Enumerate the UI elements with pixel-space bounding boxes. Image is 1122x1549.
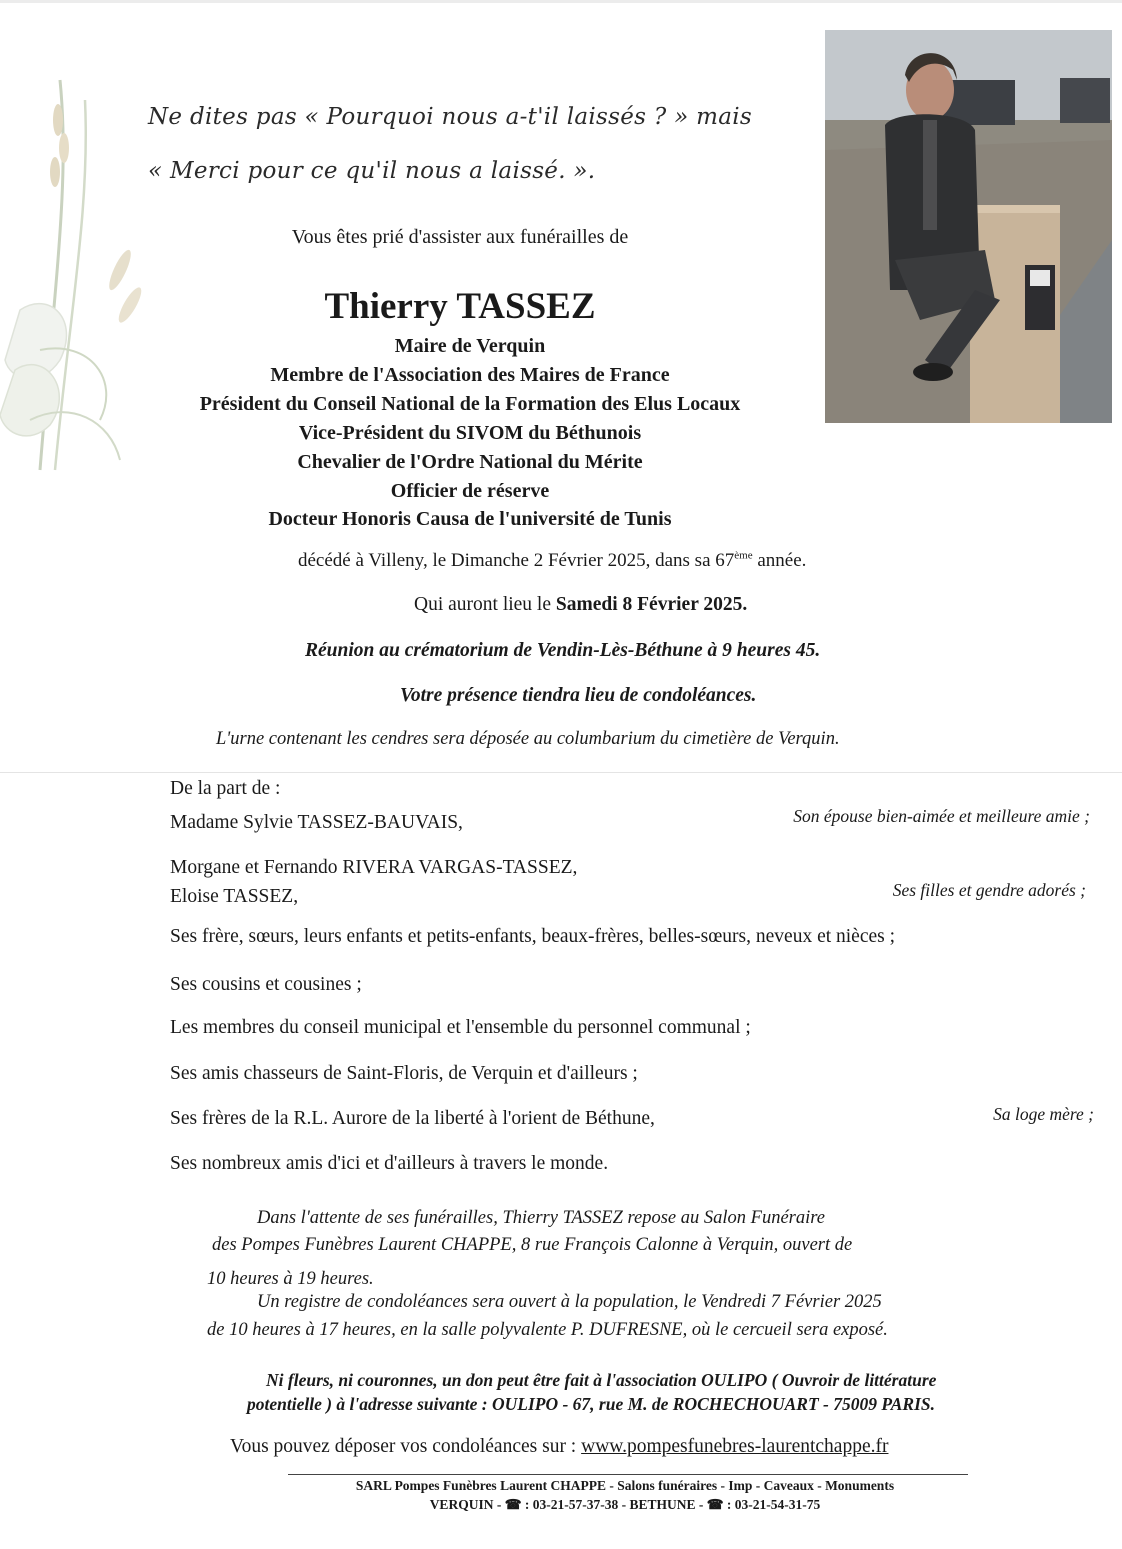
family-cousins: Ses cousins et cousines ; (170, 974, 362, 995)
family-siblings: Ses frère, sœurs, leurs enfants et petits-enfants, beaux-frères, belles-sœurs, neveux et nièces ; (170, 926, 896, 947)
family-spouse: Madame Sylvie TASSEZ-BAUVAIS, (170, 812, 463, 833)
lily-flower-icon (0, 60, 150, 480)
salon-line-1: Dans l'attente de ses funérailles, Thierry TASSEZ repose au Salon Funéraire (257, 1208, 825, 1228)
family-spouse-note: Son épouse bien-aimée et meilleure amie ; (793, 806, 1090, 826)
condolences-link[interactable]: www.pompesfunebres-laurentchappe.fr (581, 1436, 889, 1457)
title-line: Membre de l'Association des Maires de France (270, 364, 670, 386)
family-hunters: Ses amis chasseurs de Saint-Floris, de Verquin et d'ailleurs ; (170, 1063, 638, 1084)
presence-text: Votre présence tiendra lieu de condoléances. (400, 685, 757, 706)
registry-line-1: Un registre de condoléances sera ouvert à la population, le Vendredi 7 Février 2025 (257, 1292, 882, 1312)
footer-phones: VERQUIN - ☎ : 03-21-57-37-38 - BETHUNE - ☎ : 03-21-54-31-75 (429, 1497, 821, 1512)
deceased-name: Thierry TASSEZ (324, 286, 596, 327)
donation-line-1: Ni fleurs, ni couronnes, un don peut être fait à l'association OULIPO ( Ouvroir de littérature (266, 1370, 937, 1390)
ceremony-date: Samedi 8 Février 2025. (555, 594, 748, 615)
family-intro: De la part de : (170, 778, 281, 799)
quote-line-2: « Merci pour ce qu'il nous a laissé. ». (148, 158, 596, 184)
title-line: Maire de Verquin (394, 335, 546, 357)
title-line: Chevalier de l'Ordre National du Mérite (297, 451, 643, 473)
family-friends: Ses nombreux amis d'ici et d'ailleurs à travers le monde. (170, 1153, 609, 1174)
donation-line-2: potentielle ) à l'adresse suivante : OULIPO - 67, rue M. de ROCHECHOUART - 75009 PARIS. (247, 1394, 936, 1414)
family-daughters-note: Ses filles et gendre adorés ; (892, 880, 1086, 900)
ceremony-date-line (414, 594, 747, 616)
family-lodge: Ses frères de la R.L. Aurore de la liberté à l'orient de Béthune, (170, 1108, 655, 1129)
title-line: Président du Conseil National de la Formation des Elus Locaux (199, 393, 741, 415)
footer-divider (288, 1474, 968, 1475)
quote-line-1: Ne dites pas « Pourquoi nous a-t'il laissés ? » mais (148, 104, 752, 130)
salon-line-2: des Pompes Funèbres Laurent CHAPPE, 8 rue François Calonne à Verquin, ouvert de (212, 1235, 853, 1255)
salon-line-3: 10 heures à 19 heures. (207, 1269, 374, 1289)
invite-text: Vous êtes prié d'assister aux funérailles de (291, 226, 629, 248)
death-notice-text: décédé à Villeny, le Dimanche 2 Février 2025, dans sa 67 (298, 550, 735, 571)
condolences-prefix: Vous pouvez déposer vos condoléances sur : (230, 1436, 582, 1457)
death-notice (298, 550, 806, 572)
ordinal-suffix: ème (734, 549, 753, 562)
footer-company: SARL Pompes Funèbres Laurent CHAPPE - Salons funéraires - Imp - Caveaux - Monuments (355, 1478, 895, 1493)
portrait-photo (825, 30, 1112, 423)
paper-fold-line (0, 772, 1122, 773)
family-daughters-2: Eloise TASSEZ, (170, 886, 299, 907)
family-lodge-note: Sa loge mère ; (993, 1104, 1094, 1124)
title-line: Officier de réserve (390, 480, 550, 502)
family-daughters-1: Morgane et Fernando RIVERA VARGAS-TASSEZ, (170, 857, 578, 878)
title-line: Docteur Honoris Causa de l'université de Tunis (268, 508, 672, 530)
ceremony-prefix: Qui auront lieu le (414, 594, 556, 615)
top-border (0, 0, 1122, 3)
urn-text: L'urne contenant les cendres sera déposée au columbarium du cimetière de Verquin. (216, 729, 840, 749)
family-council: Les membres du conseil municipal et l'ensemble du personnel communal ; (170, 1017, 751, 1038)
death-notice-end: année. (752, 550, 807, 571)
title-line: Vice-Président du SIVOM du Béthunois (298, 422, 642, 444)
reunion-text: Réunion au crématorium de Vendin-Lès-Béthune à 9 heures 45. (305, 640, 821, 661)
condolences-line (230, 1436, 888, 1458)
registry-line-2: de 10 heures à 17 heures, en la salle polyvalente P. DUFRESNE, où le cercueil sera exposé. (207, 1320, 888, 1340)
